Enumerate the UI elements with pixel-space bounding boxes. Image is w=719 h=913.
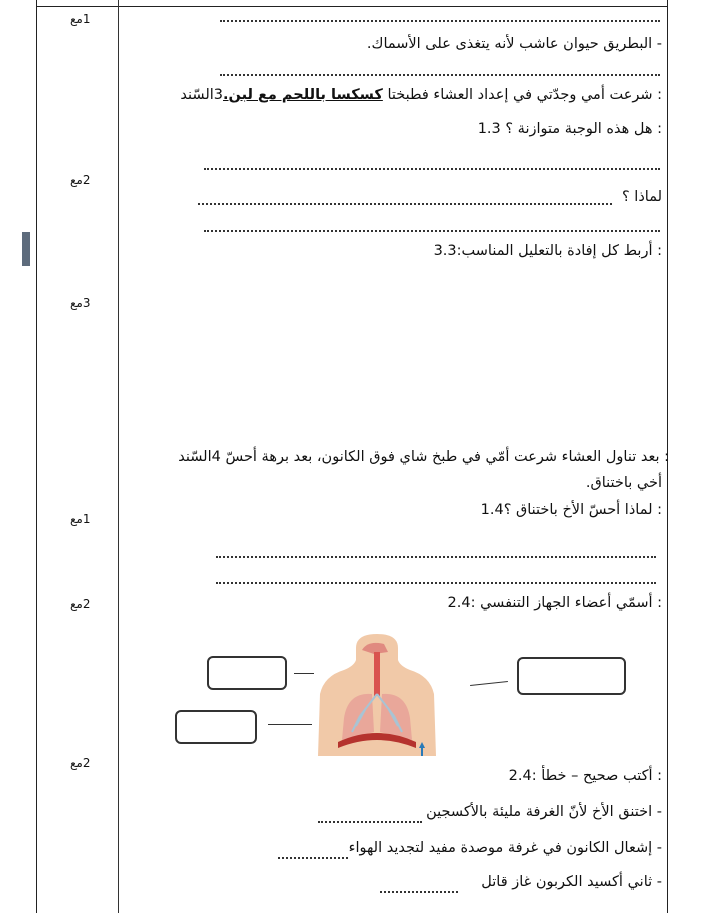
answer-line[interactable] [220,20,660,22]
answer-line[interactable] [318,821,422,823]
document-3-text: : شرعت أمي وجدّتي في إعداد العشاء فطبختا كسكسا باللحم مع لبن.3السّند [180,87,662,103]
true-false-item-3: - ثاني أكسيد الكربون غاز قاتل [481,874,662,890]
label-box-left-top[interactable] [207,656,287,690]
document-4-line2: أخي باختناق. [585,475,662,491]
score-label: 1مع [70,512,91,526]
true-false-item-1: - اختنق الأخ لأنّ الغرفة مليئة بالأكسجين [426,804,662,820]
score-label: 2مع [70,756,91,770]
score-label: 2مع [70,173,91,187]
score-label: 1مع [70,12,91,26]
answer-line[interactable] [198,203,612,205]
score-column-divider [118,0,119,913]
answer-line[interactable] [204,168,660,170]
pointer-line [294,673,314,674]
answer-line[interactable] [216,556,656,558]
label-box-right[interactable] [517,657,626,695]
pointer-line [268,724,312,725]
answer-line[interactable] [380,891,458,893]
edge-marker [22,232,30,266]
document-4-line1: : بعد تناول العشاء شرعت أمّي في طبخ شاي فوق الكانون، بعد برهة أحسّ 4السّند [178,449,669,465]
trachea [374,652,380,696]
question-1-3: : هل هذه الوجبة متوازنة ؟ 1.3 [477,121,662,137]
true-false-item-2: - إشعال الكانون في غرفة موصدة مفيد لتجديد الهواء [348,840,662,856]
question-2-4: : أسمّي أعضاء الجهاز التنفسي :2.4 [447,595,662,611]
score-label: 3مع [70,296,91,310]
question-3-3: : أربط كل إفادة بالتعليل المناسب:3.3 [433,243,662,259]
why-label: لماذا ؟ [621,189,662,205]
answer-line[interactable] [216,582,656,584]
score-label: 2مع [70,597,91,611]
answer-line[interactable] [204,230,660,232]
question-2-4-true-false: : أكتب صحيح – خطأ :2.4 [508,768,662,784]
question-1-4: : لماذا أحسّ الأخ باختناق ؟1.4 [480,502,662,518]
answer-line[interactable] [220,74,660,76]
respiratory-system-illustration [318,632,436,756]
label-box-left-bottom[interactable] [175,710,257,744]
statement-penguin: - البطريق حيوان عاشب لأنه يتغذى على الأسماك. [366,36,662,52]
answer-line[interactable] [278,857,348,859]
